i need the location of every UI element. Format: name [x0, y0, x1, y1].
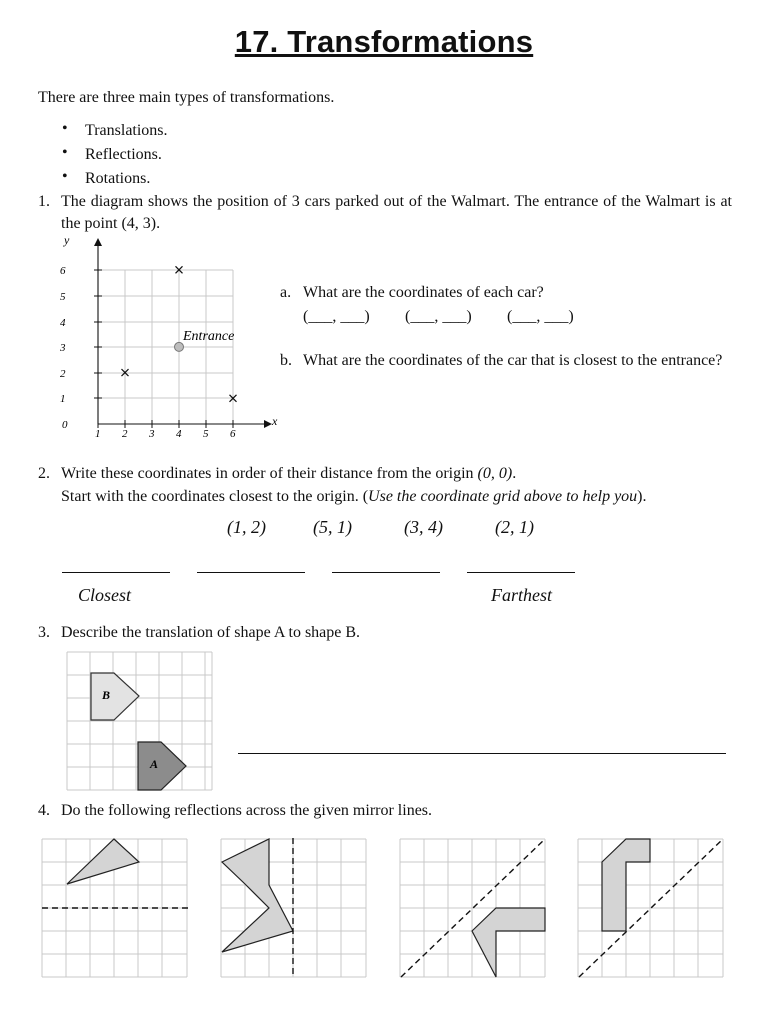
q2-line1	[61, 463, 516, 485]
q2-line1-end: .	[512, 465, 517, 482]
q1a-text: What are the coordinates of each car?	[303, 284, 544, 301]
q1a-blank[interactable]: (___, ___)	[405, 308, 472, 325]
x-tick-label: 4	[176, 428, 182, 440]
q2-coord: (2, 1)	[495, 517, 534, 537]
shape-b	[91, 673, 139, 720]
q2-line2-end: ).	[637, 488, 647, 505]
q3-text: Describe the translation of shape A to shape B.	[61, 624, 361, 641]
q1a-blank[interactable]: (___, ___)	[507, 308, 574, 325]
bullet-item: Reflections.	[85, 146, 162, 163]
q2-coord: (3, 4)	[404, 517, 443, 537]
x-tick-label: 2	[122, 428, 128, 440]
irregular-shape	[222, 839, 293, 952]
bullet-dot: •	[62, 120, 68, 137]
q4-text: Do the following reflections across the given mirror lines.	[61, 802, 433, 819]
q2-coord: (5, 1)	[313, 517, 352, 537]
q1-number: 1.	[38, 193, 50, 210]
translation-grid	[66, 651, 216, 791]
intro-text: There are three main types of transformations.	[38, 89, 335, 106]
q1a-label: a.	[280, 284, 292, 301]
arrow-shape	[472, 908, 545, 977]
y-tick-label: 3	[60, 342, 66, 354]
q2-number: 2.	[38, 465, 50, 482]
shape-a	[138, 742, 186, 790]
q3-answer-line[interactable]	[238, 753, 726, 754]
y-axis-label: y	[64, 233, 70, 247]
x-tick-label: 5	[203, 428, 209, 440]
farthest-label: Farthest	[491, 585, 552, 605]
shape-b-label: B	[102, 688, 111, 702]
y-tick-label: 4	[60, 317, 66, 329]
x-axis-label: x	[272, 414, 278, 428]
reflection-grid-2	[220, 838, 370, 978]
entrance-label: Entrance	[183, 328, 235, 344]
bullet-dot: •	[62, 168, 68, 185]
bullet-item: Translations.	[85, 122, 168, 139]
q2-line2	[61, 486, 647, 508]
answer-blank[interactable]	[62, 572, 170, 573]
q1a-blank[interactable]: (___, ___)	[303, 308, 370, 325]
y-tick-label: 5	[60, 291, 66, 303]
y-tick-label: 1	[60, 393, 66, 405]
x-tick-label: 6	[230, 428, 236, 440]
q2-line1-text: Write these coordinates in order of their distance from the origin	[61, 465, 478, 482]
q2-coord: (1, 2)	[227, 517, 266, 537]
reflection-grid-3	[399, 838, 549, 978]
reflection-grid-1	[41, 838, 191, 978]
bullet-item: Rotations.	[85, 170, 151, 187]
q1-text: The diagram shows the position of 3 cars parked out of the Walmart. The entrance of the Walmart is at the point (4, 3).	[61, 193, 732, 232]
x-tick-label: 3	[149, 428, 155, 440]
closest-label: Closest	[78, 585, 132, 605]
answer-blank[interactable]	[197, 572, 305, 573]
shape-a-label: A	[150, 757, 159, 771]
bullet-dot: •	[62, 144, 68, 161]
q2-hint: Use the coordinate grid above to help you	[368, 488, 638, 505]
q2-line2-text: Start with the coordinates closest to the origin. (	[61, 488, 369, 505]
y-tick-label: 2	[60, 368, 66, 380]
q2-origin: (0, 0)	[477, 465, 513, 482]
q4-number: 4.	[38, 802, 50, 819]
x-tick-label: 1	[95, 428, 101, 440]
q1b-label: b.	[280, 352, 292, 369]
origin-label: 0	[62, 419, 68, 431]
page-title: 17. Transformations	[234, 24, 534, 59]
answer-blank[interactable]	[467, 572, 575, 573]
reflection-grid-4	[577, 838, 727, 978]
y-tick-label: 6	[60, 265, 66, 277]
q1b-text: What are the coordinates of the car that is closest to the entrance?	[303, 352, 723, 369]
answer-blank[interactable]	[332, 572, 440, 573]
q3-number: 3.	[38, 624, 50, 641]
coordinate-graph	[50, 232, 290, 444]
